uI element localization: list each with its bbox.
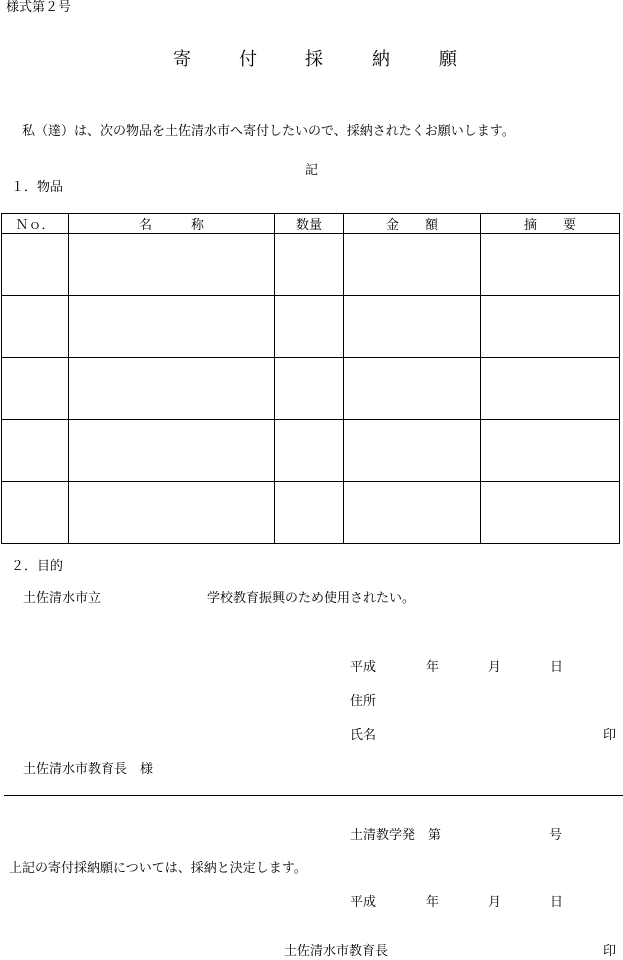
table-cell[interactable]	[275, 482, 344, 544]
table-cell[interactable]	[2, 420, 69, 482]
form-number: 様式第２号	[6, 0, 72, 15]
table-cell[interactable]	[344, 482, 481, 544]
col-header-amount: 金 額	[344, 214, 481, 234]
purpose-text: 学校教育振興のため使用されたい。	[207, 591, 416, 606]
table-cell[interactable]	[69, 358, 275, 420]
col-header-remarks: 摘 要	[481, 214, 620, 234]
items-table	[1, 213, 620, 544]
ki-mark: 記	[305, 163, 319, 178]
decision-era: 平成	[350, 895, 377, 910]
table-cell[interactable]	[481, 358, 620, 420]
applicant-address-label: 住所	[350, 694, 377, 709]
intro-text: 私（達）は、次の物品を土佐清水市へ寄付したいので、採納されたくお願いします。	[22, 124, 515, 139]
section-items-heading: １．物品	[11, 180, 64, 195]
table-row	[2, 358, 620, 420]
divider-line	[4, 795, 623, 796]
applicant-month-label: 月	[488, 660, 502, 675]
table-cell[interactable]	[69, 482, 275, 544]
table-cell[interactable]	[2, 358, 69, 420]
addressee: 土佐清水市教育長 様	[23, 762, 154, 777]
table-cell[interactable]	[69, 420, 275, 482]
table-row	[2, 234, 620, 296]
table-cell[interactable]	[275, 358, 344, 420]
decision-year-label: 年	[426, 895, 440, 910]
table-cell[interactable]	[2, 234, 69, 296]
applicant-name-label: 氏名	[350, 728, 377, 743]
title-char-3: 採	[305, 49, 323, 70]
table-cell[interactable]	[69, 296, 275, 358]
table-cell[interactable]	[344, 234, 481, 296]
table-cell[interactable]	[275, 234, 344, 296]
table-cell[interactable]	[2, 296, 69, 358]
applicant-year-label: 年	[426, 660, 440, 675]
section-purpose-heading: ２．目的	[11, 559, 64, 574]
applicant-era: 平成	[350, 660, 377, 675]
table-cell[interactable]	[344, 358, 481, 420]
decision-day-label: 日	[550, 895, 564, 910]
title-char-5: 願	[439, 49, 457, 70]
table-header-row	[2, 214, 620, 234]
title-char-4: 納	[372, 49, 390, 70]
table-cell[interactable]	[344, 296, 481, 358]
decision-month-label: 月	[488, 895, 502, 910]
decision-ref-suffix: 号	[549, 828, 563, 843]
title-char-1: 寄	[173, 49, 191, 70]
table-row	[2, 296, 620, 358]
table-cell[interactable]	[2, 482, 69, 544]
col-header-name: 名 称	[69, 214, 275, 234]
decision-signer: 土佐清水市教育長	[284, 944, 389, 959]
table-row	[2, 482, 620, 544]
title-char-2: 付	[239, 49, 257, 70]
table-row	[2, 420, 620, 482]
decision-text: 上記の寄付採納願については、採納と決定します。	[9, 861, 307, 876]
purpose-school-prefix: 土佐清水市立	[23, 591, 102, 606]
decision-seal-mark: 印	[603, 944, 617, 959]
table-cell[interactable]	[344, 420, 481, 482]
col-header-quantity: 数量	[275, 214, 344, 234]
document-title	[0, 51, 623, 71]
applicant-seal-mark: 印	[603, 728, 617, 743]
col-header-no: Ｎｏ．	[2, 214, 69, 234]
table-cell[interactable]	[69, 234, 275, 296]
table-cell[interactable]	[481, 420, 620, 482]
table-cell[interactable]	[481, 296, 620, 358]
applicant-day-label: 日	[550, 660, 564, 675]
table-cell[interactable]	[481, 482, 620, 544]
table-cell[interactable]	[481, 234, 620, 296]
table-cell[interactable]	[275, 296, 344, 358]
decision-ref-prefix: 土清教学発 第	[350, 828, 442, 843]
table-cell[interactable]	[275, 420, 344, 482]
